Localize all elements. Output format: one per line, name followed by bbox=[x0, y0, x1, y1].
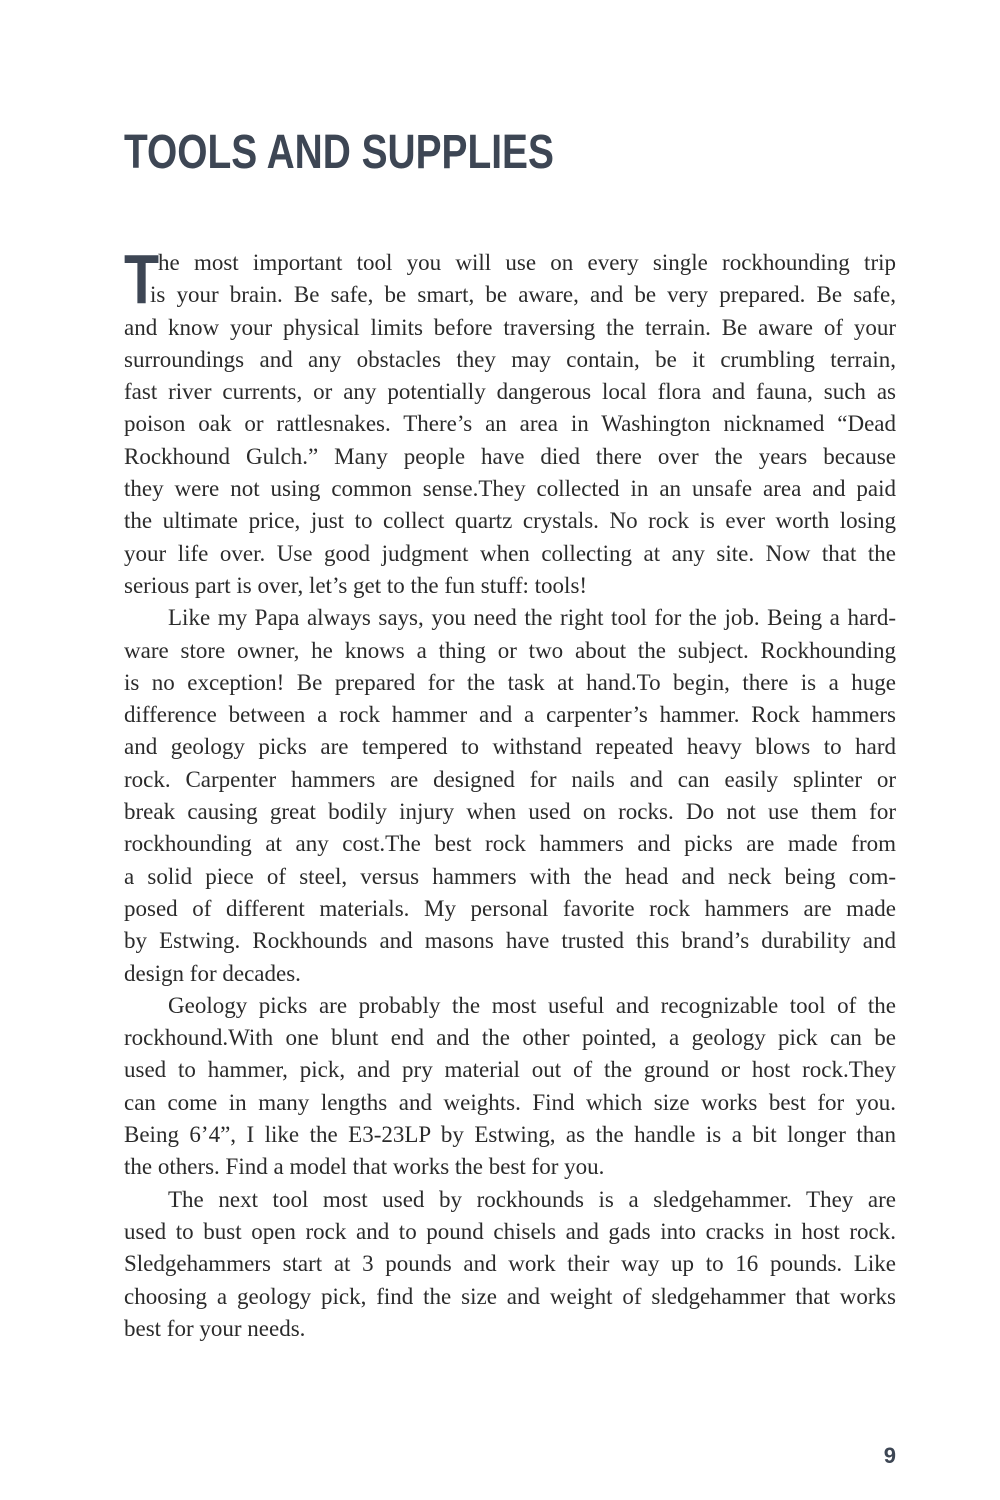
text-line: is your brain. Be safe, be smart, be aware, and be very prepared. Be safe, bbox=[150, 282, 896, 308]
text-line: rockhounding at any cost.The best rock hammers and picks are made from bbox=[124, 831, 896, 857]
paragraph bbox=[124, 240, 896, 602]
drop-cap: T bbox=[124, 240, 160, 318]
text-line: used to bust open rock and to pound chisels and gads into cracks in host rock. bbox=[124, 1218, 896, 1244]
text-line: by Estwing. Rockhounds and masons have trusted this brand’s durability and bbox=[124, 928, 896, 954]
text-line: break causing great bodily injury when used on rocks. Do not use them for bbox=[124, 799, 896, 825]
text-line: rock. Carpenter hammers are designed for nails and can easily splinter or bbox=[124, 766, 896, 792]
text-line: used to hammer, pick, and pry material out of the ground or host rock.They bbox=[124, 1057, 896, 1083]
text-line: choosing a geology pick, find the size and weight of sledgehammer that works bbox=[124, 1283, 896, 1309]
text-line: fast river currents, or any potentially dangerous local flora and fauna, such as bbox=[124, 379, 896, 405]
paragraph bbox=[124, 602, 896, 990]
text-line: Sledgehammers start at 3 pounds and work their way up to 16 pounds. Like bbox=[124, 1251, 896, 1277]
text-line: ware store owner, he knows a thing or two about the subject. Rockhounding bbox=[124, 637, 896, 663]
text-line: Being 6’4”, I like the E3-23LP by Estwing, as the handle is a bit longer than bbox=[124, 1122, 896, 1148]
text-line: he most important tool you will use on every single rockhounding trip bbox=[158, 250, 896, 275]
text-line: The next tool most used by rockhounds is a sledgehammer. They are bbox=[168, 1186, 896, 1212]
text-line: best for your needs. bbox=[124, 1315, 306, 1341]
text-line: Like my Papa always says, you need the right tool for the job. Being a hard- bbox=[168, 605, 896, 631]
text-line: the ultimate price, just to collect quartz crystals. No rock is ever worth losing bbox=[124, 508, 896, 534]
text-line: can come in many lengths and weights. Find which size works best for you. bbox=[124, 1089, 896, 1115]
text-line: and geology picks are tempered to withstand repeated heavy blows to hard bbox=[124, 734, 896, 760]
text-line: rockhound.With one blunt end and the other pointed, a geology pick can be bbox=[124, 1025, 896, 1051]
text-line: a solid piece of steel, versus hammers with the head and neck being com- bbox=[124, 863, 896, 889]
text-line: Rockhound Gulch.” Many people have died there over the years because bbox=[124, 443, 896, 469]
paragraph bbox=[124, 990, 896, 1184]
chapter-title: TOOLS AND SUPPLIES bbox=[124, 126, 554, 179]
text-line: poison oak or rattlesnakes. There’s an area in Washington nicknamed “Dead bbox=[124, 411, 896, 437]
text-line: difference between a rock hammer and a carpenter’s hammer. Rock hammers bbox=[124, 702, 896, 728]
text-line: they were not using common sense.They collected in an unsafe area and paid bbox=[124, 476, 896, 502]
text-line: your life over. Use good judgment when collecting at any site. Now that the bbox=[124, 540, 896, 566]
text-line: surroundings and any obstacles they may contain, be it crumbling terrain, bbox=[124, 346, 896, 372]
text-line: design for decades. bbox=[124, 960, 301, 986]
page-number: 9 bbox=[883, 1443, 896, 1468]
text-line: Geology picks are probably the most useful and recognizable tool of the bbox=[168, 992, 896, 1018]
text-line: and know your physical limits before traversing the terrain. Be aware of your bbox=[124, 314, 896, 340]
body-text bbox=[124, 240, 896, 1345]
paragraph bbox=[124, 1184, 896, 1345]
text-line: the others. Find a model that works the best for you. bbox=[124, 1154, 605, 1180]
text-line: is no exception! Be prepared for the task at hand.To begin, there is a huge bbox=[124, 669, 896, 695]
text-line: serious part is over, let’s get to the fun stuff: tools! bbox=[124, 572, 588, 598]
text-line: posed of different materials. My personal favorite rock hammers are made bbox=[124, 895, 896, 921]
